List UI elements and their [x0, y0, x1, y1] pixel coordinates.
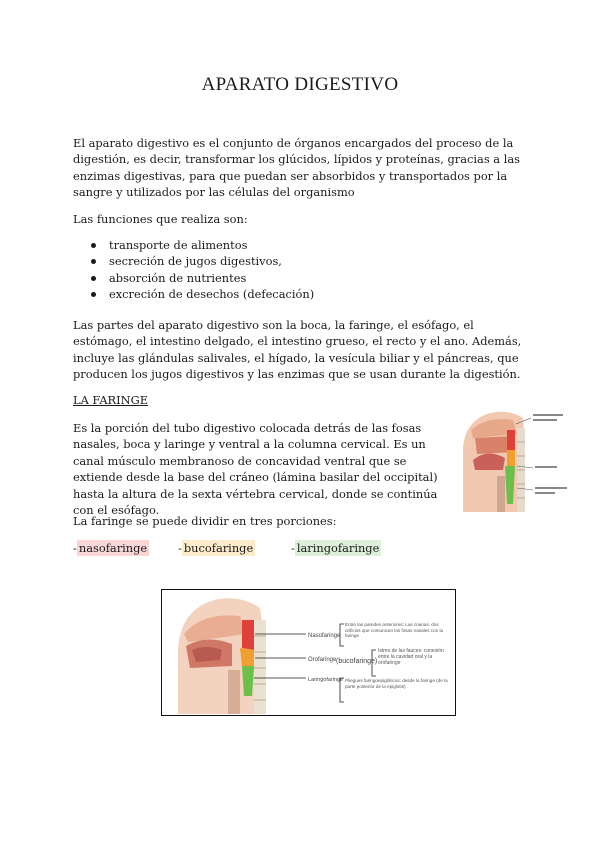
laringo-label: Laringofaringe [308, 677, 344, 683]
faringe-definition: Es la porción del tubo digestivo colocada detrás de las fosas nasales, boca y laringe y ventral a la columna cervical. Es un canal músculo membranoso de concavidad ventral que se extiende desde la base del cráneo (lámina basilar del occipital) hasta la altura de la sexta vértebra cervical, donde se continúa con el esófago. [73, 421, 438, 518]
nasofaringe-highlight: nasofaringe [78, 541, 148, 555]
intro-paragraph: El aparato digestivo es el conjunto de órganos encargados del proceso de la digestión, es decir, transformar los glúcidos, lípidos y proteínas, gracias a las enzimas digestivas, para que puedan ser absorbidos y transportados por la sangre y utilizados por las células del organismo [73, 136, 520, 200]
buco-label: (bucofaringe) [336, 658, 378, 665]
naso-note: Entre las paredes anteriores: Las coanas, dos orificios que comunican las fosas nasales con la faringe [345, 622, 444, 639]
functions-label: Las funciones que realiza son: [73, 212, 248, 226]
oro-note: Istmo de las fauces: conexión entre la cavidad oral y la orofaringe [378, 648, 444, 666]
bucofaringe-highlight: bucofaringe [183, 541, 254, 555]
porciones-label: La faringe se puede dividir en tres porciones: [73, 514, 337, 528]
oro-label: Orofaringe [308, 657, 337, 663]
partes-paragraph: Las partes del aparato digestivo son la boca, la faringe, el esófago, el estómago, el intestino delgado, el intestino grueso, el recto y el ano. Además, incluye las glándulas salivales, el hígado, la vesícula biliar y el páncreas, que producen los jugos digestivos y las enzimas que se usan durante la digestión. [73, 318, 522, 382]
laringofaringe-highlight: laringofaringe [296, 541, 380, 555]
nasopharynx-region [242, 620, 254, 650]
list-item: secreción de jugos digestivos, [73, 253, 314, 269]
portion-laringo: - laringofaringe [291, 541, 380, 555]
faringe-heading: LA FARINGE [73, 393, 149, 407]
laringo-note: Pliegues faringoepiglóticos: desde la faringe (de la parte posterior de la epiglotis) [345, 678, 448, 689]
oropharynx-region [240, 648, 254, 666]
list-item: excreción de desechos (defecación) [73, 286, 314, 302]
portion-buco: - bucofaringe [178, 541, 254, 555]
functions-list [73, 237, 314, 303]
list-item: absorción de nutrientes [73, 270, 314, 286]
pharynx-sagittal-illustration [461, 408, 577, 512]
naso-label: Nasofaringe [308, 633, 341, 639]
list-item: transporte de alimentos [73, 237, 314, 253]
laryngopharynx-region [242, 666, 254, 696]
pharynx-regions-diagram [161, 589, 456, 716]
page-title: APARATO DIGESTIVO [201, 74, 399, 95]
portion-naso: - nasofaringe [73, 541, 148, 555]
